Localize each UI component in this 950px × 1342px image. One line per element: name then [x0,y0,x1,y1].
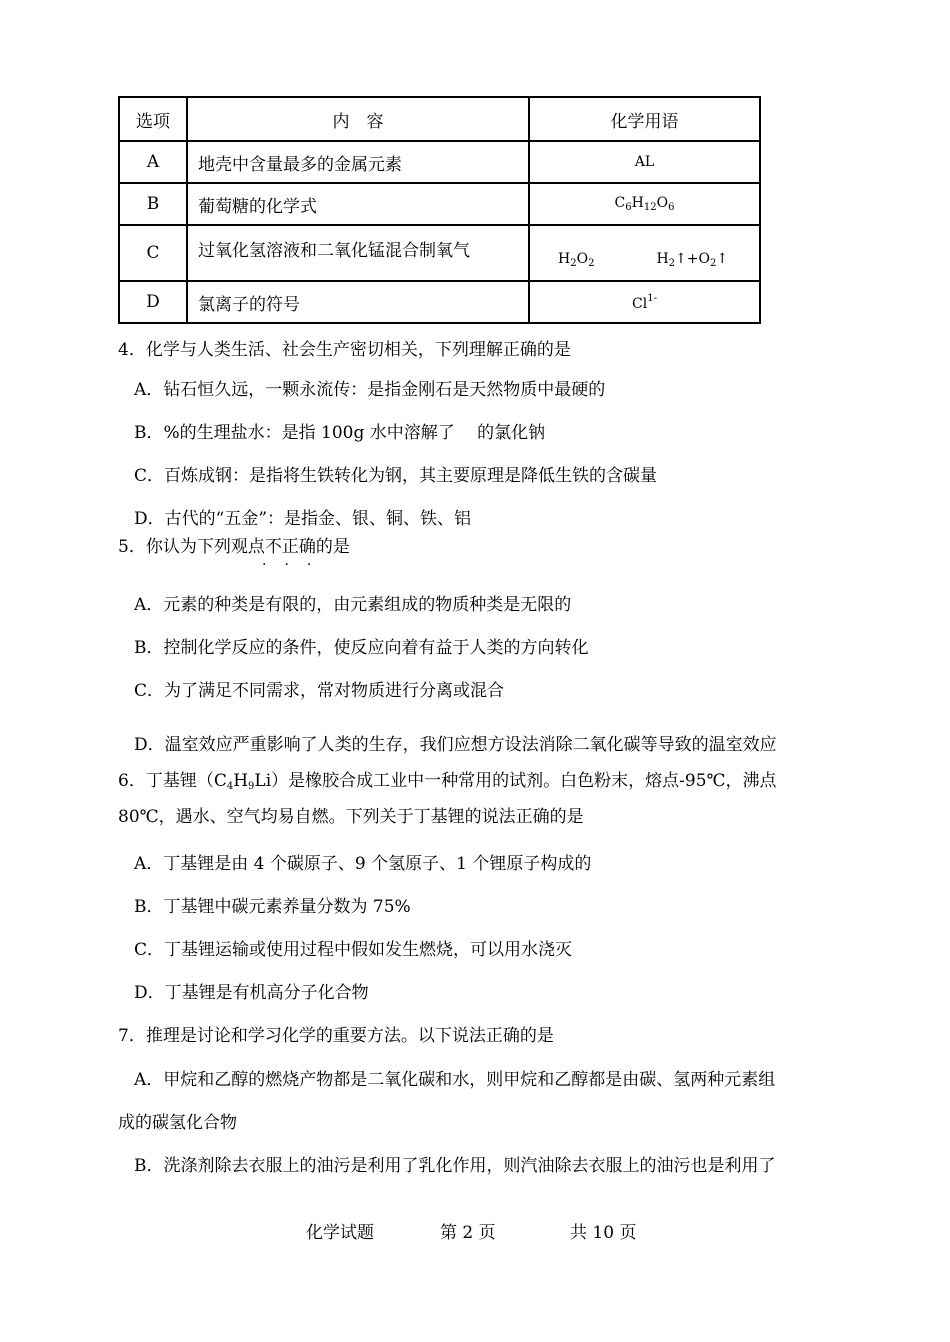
question-7-option-a-line1: A．甲烷和乙醇的燃烧产物都是二氧化碳和水，则甲烷和乙醇都是由碳、氢两种元素组 [134,1070,776,1090]
emphasis-dots: ··· [262,557,330,573]
row-option: D [119,281,187,323]
table-row [119,141,760,183]
header-content: 内 容 [187,97,529,141]
question-4-stem: 4．化学与人类生活、社会生产密切相关，下列理解正确的是 [118,340,571,360]
question-5-option-b: B．控制化学反应的条件，使反应向着有益于人类的方向转化 [134,638,589,658]
header-option: 选项 [119,97,187,141]
question-4-option-a: A．钻石恒久远，一颗永流传：是指金刚石是天然物质中最硬的 [134,380,606,400]
row-content: 地壳中含量最多的金属元素 [187,141,529,183]
header-term: 化学用语 [529,97,760,141]
table-row [119,183,760,225]
question-6-option-b: B．丁基锂中碳元素养量分数为 75% [134,897,411,917]
row-content: 氯离子的符号 [187,281,529,323]
footer-total-pages: 共 10 页 [570,1223,637,1243]
table-row [119,281,760,323]
question-5-option-c: C．为了满足不同需求，常对物质进行分离或混合 [134,681,505,701]
question-5-option-d: D．温室效应严重影响了人类的生存，我们应想方设法消除二氧化碳等导致的温室效应 [134,735,777,755]
table-header-row [119,97,760,141]
question-6-option-c: C．丁基锂运输或使用过程中假如发生燃烧，可以用水浇灭 [134,940,573,960]
question-4-option-c: C．百炼成钢：是指将生铁转化为钢，其主要原理是降低生铁的含碳量 [134,466,658,486]
question-5-stem: 5．你认为下列观点不正确的是 [118,537,350,557]
question-5-option-a: A．元素的种类是有限的，由元素组成的物质种类是无限的 [134,595,572,615]
row-content: 过氧化氢溶液和二氧化锰混合制氧气 [187,225,529,281]
question-4-option-b: B．%的生理盐水：是指 100g 水中溶解了 的氯化钠 [134,423,546,443]
question-4-option-d: D．古代的“五金”：是指金、银、铜、铁、铝 [134,509,472,529]
question-6-stem-line2: 80℃，遇水、空气均易自燃。下列关于丁基锂的说法正确的是 [118,807,584,827]
row-term-ion: $Cl^{1-}$ [529,281,760,323]
footer-subject: 化学试题 [306,1223,374,1243]
question-7-option-a-line2: 成的碳氢化合物 [118,1113,237,1133]
row-term-formula: $C_6H_{12}O_6$ [529,183,760,225]
row-option: B [119,183,187,225]
chemistry-terms-table [118,96,761,324]
table-row [119,225,760,281]
question-7-option-b-line1: B．洗涤剂除去衣服上的油污是利用了乳化作用，则汽油除去衣服上的油污也是利用了 [134,1156,776,1176]
row-content: 葡萄糖的化学式 [187,183,529,225]
question-6-option-a: A．丁基锂是由 4 个碳原子、9 个氢原子、1 个锂原子构成的 [134,854,592,874]
row-option: A [119,141,187,183]
question-6-stem-line1: 6．丁基锂$(C_4H_9Li)$是橡胶合成工业中一种常用的试剂。白色粉末，熔点-95℃，沸点 [118,771,777,792]
row-option: C [119,225,187,281]
row-term-equation: $H_2O_2$ $H_2↑+O_2↑$ [529,225,760,281]
row-term: AL [529,141,760,183]
footer-page-number: 第 2 页 [440,1223,496,1243]
question-7-stem: 7．推理是讨论和学习化学的重要方法。以下说法正确的是 [118,1026,554,1046]
question-6-option-d: D．丁基锂是有机高分子化合物 [134,983,369,1003]
